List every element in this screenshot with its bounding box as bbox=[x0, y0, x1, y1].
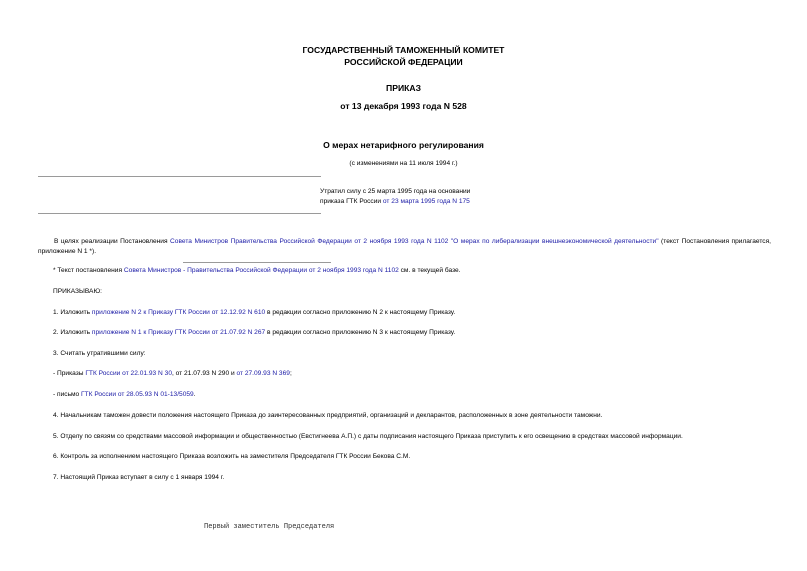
amendments-note: (с изменениями на 11 июля 1994 г.) bbox=[349, 160, 458, 167]
document-date-number: от 13 декабря 1993 года N 528 bbox=[340, 101, 467, 111]
decree-link[interactable]: Совета Министров Правительства Российской Федерации от 2 ноября 1993 года N 1102 "О мерах по либерализации внешнеэкономической деятельности" bbox=[170, 238, 659, 245]
document-subject: О мерах нетарифного регулирования bbox=[323, 140, 484, 150]
item-4: 4. Начальникам таможен довести положения настоящего Приказа до заинтересованных предприятий, организаций и декларантов, расположенных в зоне деятельности таможни. bbox=[53, 412, 603, 419]
item-5: 5. Отделу по связям со средствами массовой информации и общественностью (Евстигнеева А.П.) с даты подписания настоящего Приказа приступить к его освещению в средствах массовой информации. bbox=[53, 433, 683, 440]
item-3a-link-2[interactable]: от 27.09.93 N 369 bbox=[236, 370, 290, 377]
intro-paragraph: В целях реализации Постановления Совета Министров Правительства Российской Федерации от 2 ноября 1993 года N 1102 "О мерах по либерализации внешнеэкономической деятельности" (текст Постановления прилагается, приложение N 1 *). bbox=[38, 238, 771, 255]
item-7: 7. Настоящий Приказ вступает в силу с 1 января 1994 г. bbox=[53, 474, 225, 481]
footnote: * Текст постановления Совета Министров - Правительства Российской Федерации от 2 ноября 1993 года N 1102 см. в текущей базе. bbox=[53, 267, 461, 274]
item-2-link[interactable]: приложение N 1 к Приказу ГТК России от 21.07.92 N 267 bbox=[91, 329, 266, 336]
repeal-order-link[interactable]: от 23 марта 1995 года N 175 bbox=[382, 198, 470, 205]
status-line-2: приказа ГТК России от 23 марта 1995 года N 175 bbox=[320, 198, 470, 205]
item-1-link[interactable]: приложение N 2 к Приказу ГТК России от 12.12.92 N 610 bbox=[91, 309, 266, 316]
footnote-divider bbox=[183, 262, 331, 263]
footnote-decree-link[interactable]: Совета Министров - Правительства Российской Федерации от 2 ноября 1993 года N 1102 bbox=[123, 267, 399, 274]
item-3a-link-1[interactable]: ГТК России от 22.01.93 N 30 bbox=[85, 370, 172, 377]
divider-top bbox=[38, 176, 321, 177]
item-3a: - Приказы ГТК России от 22.01.93 N 30, от 21.07.93 N 290 и от 27.09.93 N 369; bbox=[53, 370, 292, 377]
order-word: ПРИКАЗЫВАЮ: bbox=[53, 288, 102, 295]
divider-bottom bbox=[38, 213, 321, 214]
item-6: 6. Контроль за исполнением настоящего Приказа возложить на заместителя Председателя ГТК России Бекова С.М. bbox=[53, 453, 411, 460]
status-line-1: Утратил силу с 25 марта 1995 года на основании bbox=[320, 188, 471, 195]
org-line-2: РОССИЙСКОЙ ФЕДЕРАЦИИ bbox=[344, 57, 463, 67]
status-note bbox=[320, 187, 470, 207]
issuing-authority bbox=[0, 44, 807, 68]
item-3b-link[interactable]: ГТК России от 28.05.93 N 01-13/5059 bbox=[81, 391, 194, 398]
org-line-1: ГОСУДАРСТВЕННЫЙ ТАМОЖЕННЫЙ КОМИТЕТ bbox=[302, 45, 505, 55]
signature-line: Первый заместитель Председателя bbox=[204, 523, 335, 531]
item-3: 3. Считать утратившими силу: bbox=[53, 350, 146, 357]
item-1: 1. Изложить приложение N 2 к Приказу ГТК России от 12.12.92 N 610 в редакции согласно приложению N 2 к настоящему Приказу. bbox=[53, 309, 456, 316]
item-2: 2. Изложить приложение N 1 к Приказу ГТК России от 21.07.92 N 267 в редакции согласно приложению N 3 к настоящему Приказу. bbox=[53, 329, 456, 336]
item-3b: - письмо ГТК России от 28.05.93 N 01-13/5059. bbox=[53, 391, 196, 398]
document-type: ПРИКАЗ bbox=[386, 83, 421, 93]
